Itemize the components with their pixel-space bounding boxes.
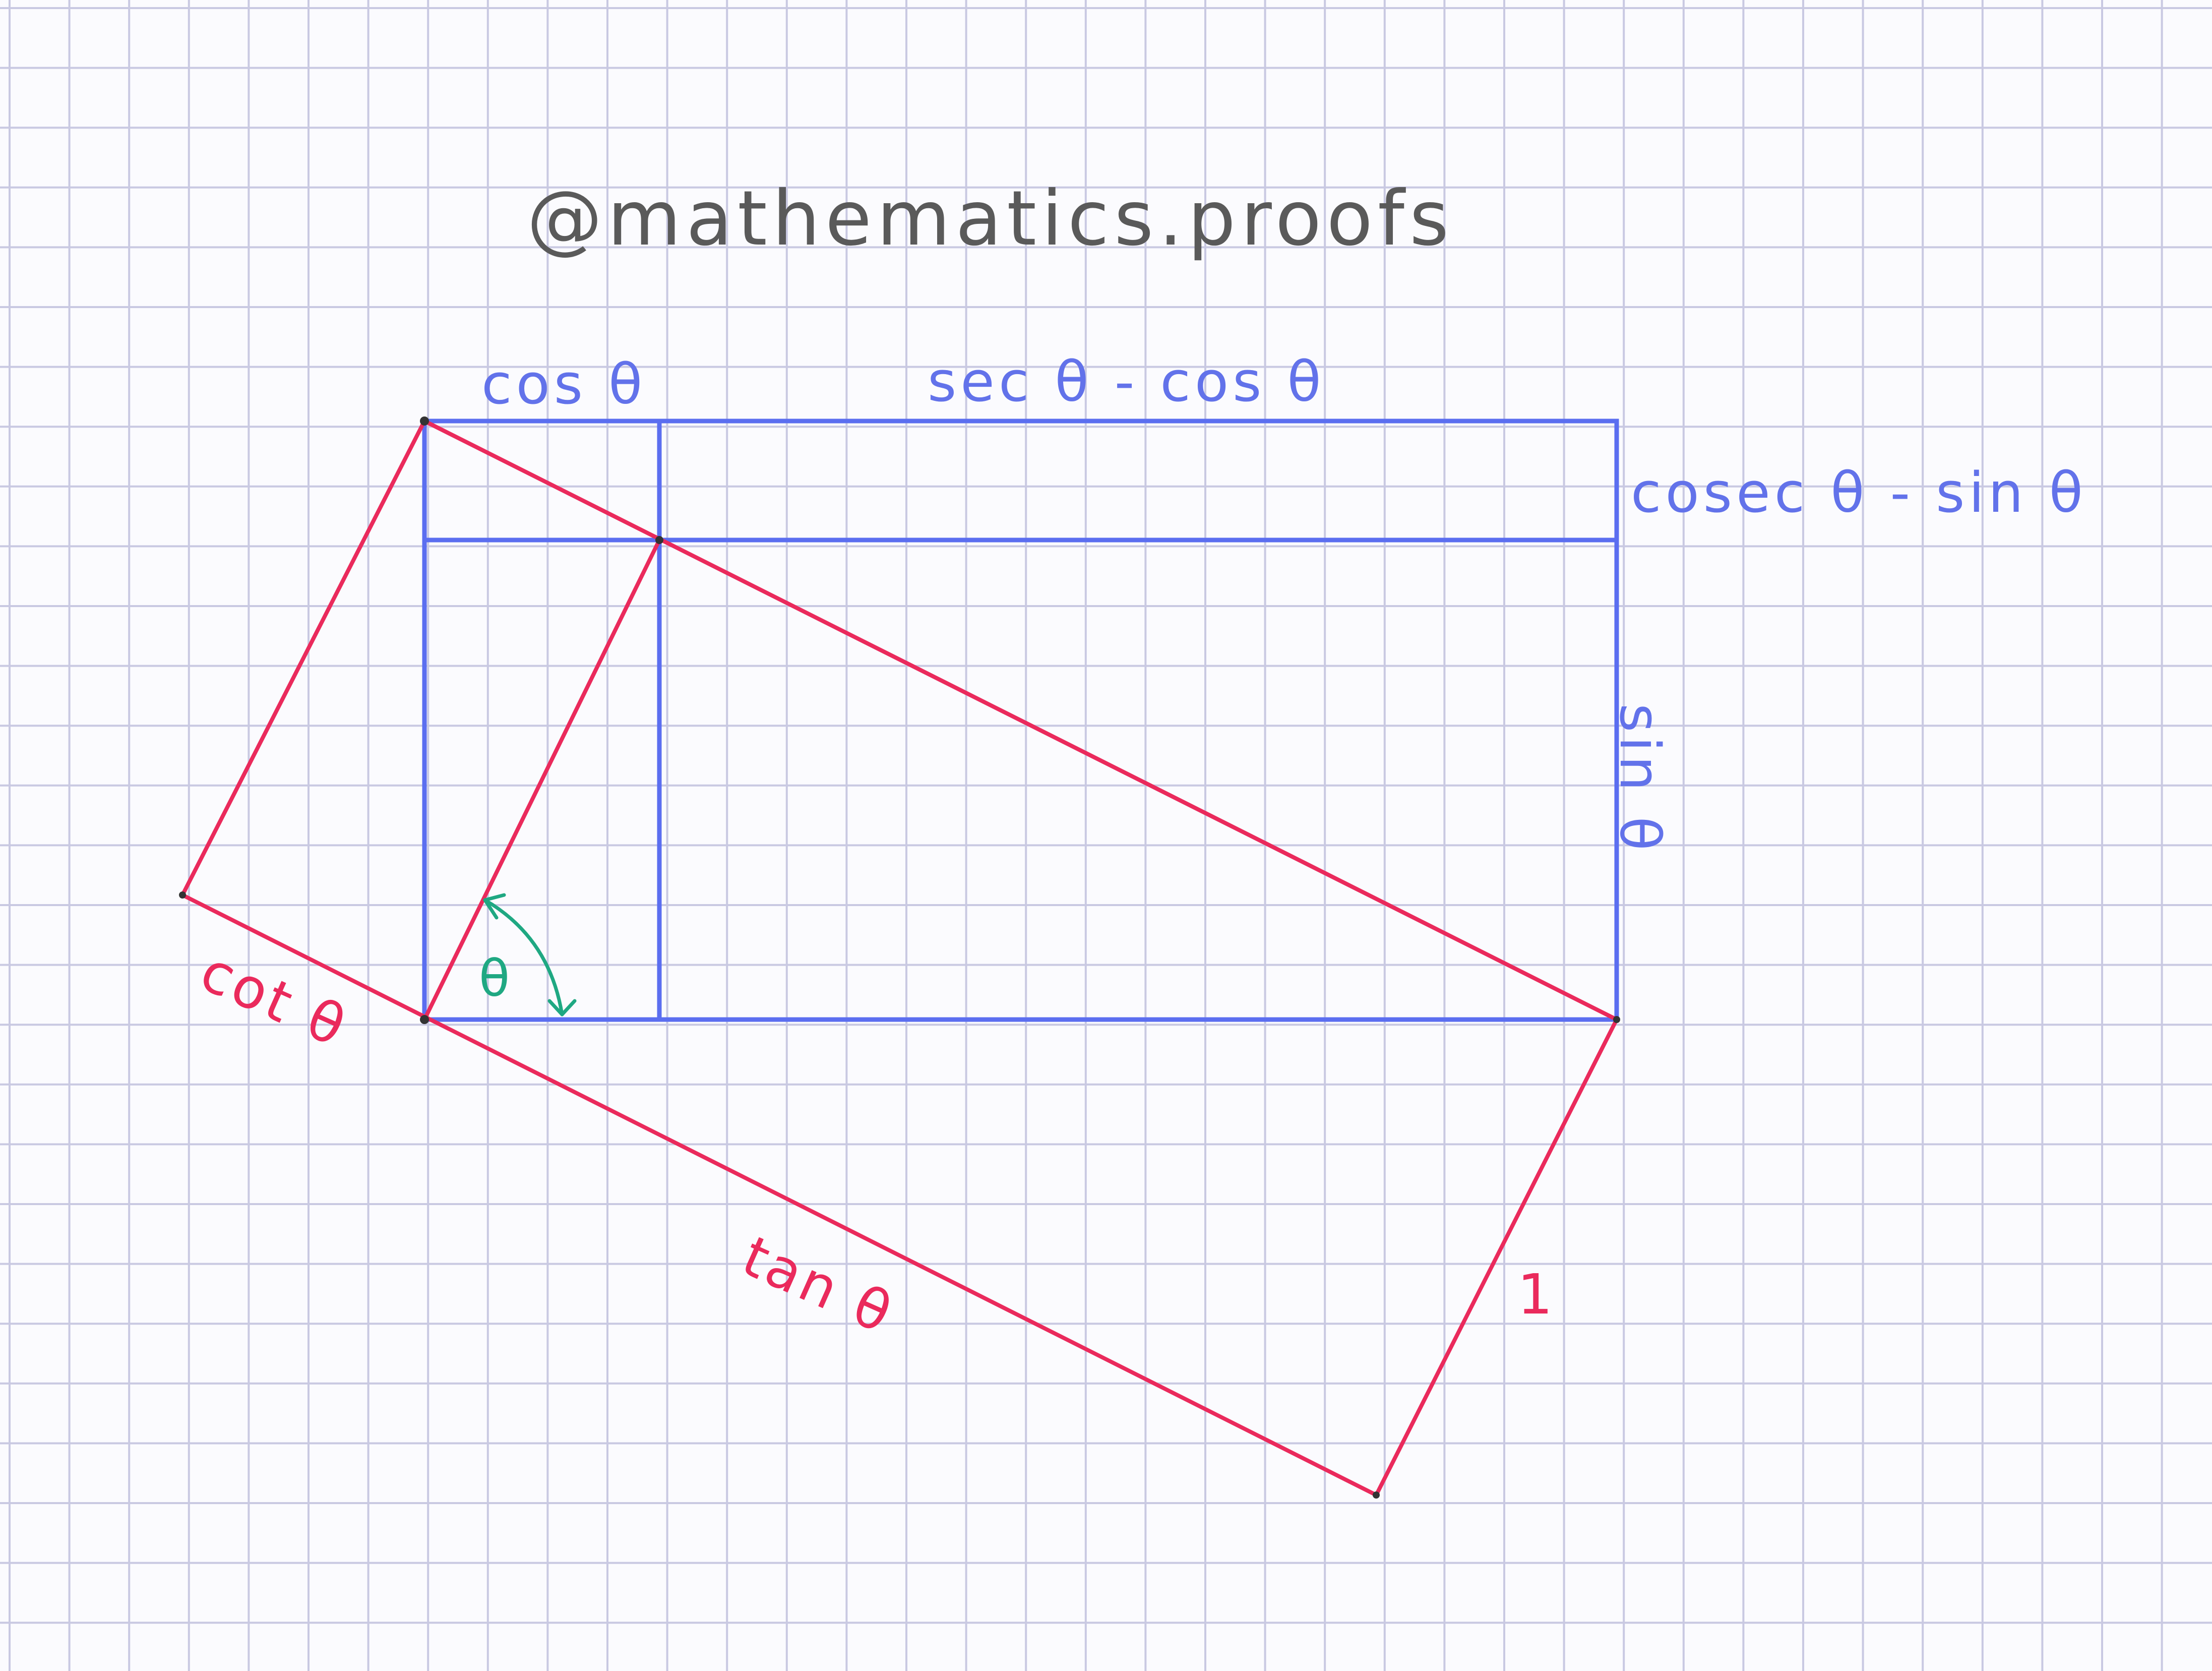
theta-label: θ [479, 949, 510, 1008]
vertex-dot [420, 416, 429, 426]
sin-label: sin θ [1608, 703, 1672, 855]
cos-label: cos θ [481, 352, 647, 416]
sec-minus-cos-label: sec θ - cos θ [928, 349, 1325, 414]
vertex-dot [655, 536, 663, 544]
one-label: 1 [1517, 1262, 1556, 1327]
vertex-dot [1373, 1491, 1380, 1499]
vertex-dot [1613, 1016, 1620, 1023]
watermark-text: @mathematics.proofs [527, 175, 1454, 263]
tan-label: tan θ [733, 1223, 903, 1347]
cosec-minus-sin-label: cosec θ - sin θ [1631, 460, 2087, 525]
cot-label: cot θ [191, 938, 357, 1060]
vertex-dot [420, 1015, 429, 1024]
vertex-dot [179, 891, 186, 899]
